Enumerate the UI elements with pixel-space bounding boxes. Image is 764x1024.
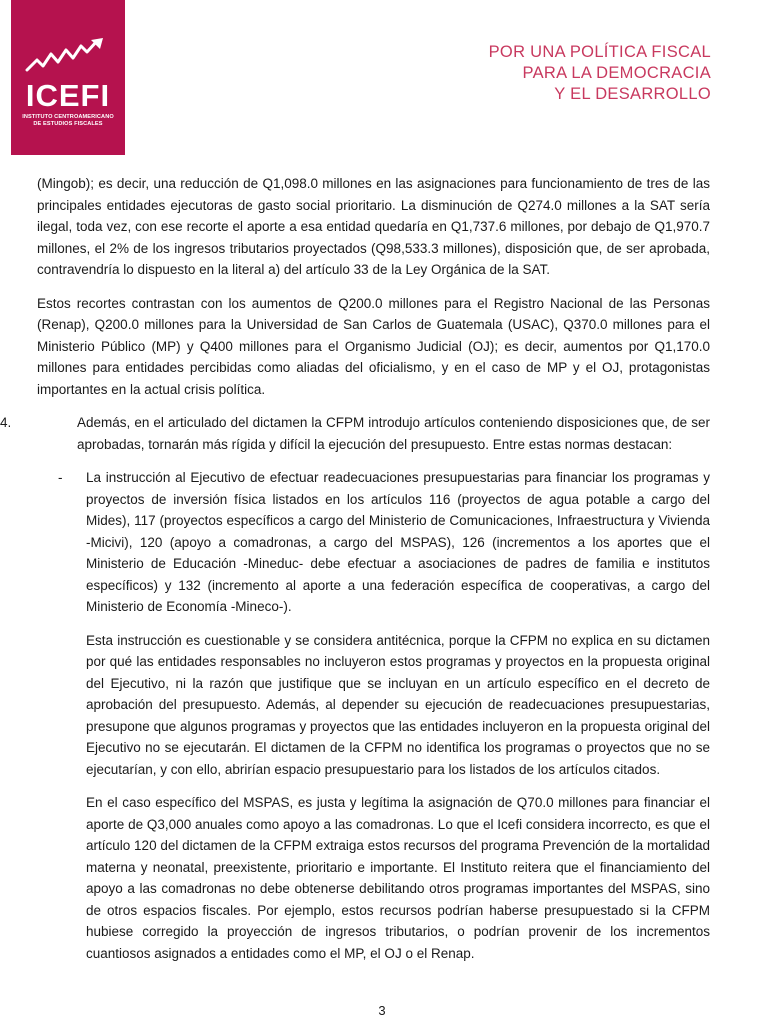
paragraph-cuts: (Mingob); es decir, una reducción de Q1,098.0 millones en las asignaciones para funcionamiento de tres de las principales entidades ejecutoras de gasto social prioritario. La disminución de Q274.0 millones a la SAT sería ilegal, toda vez, con ese recorte el aporte a esa entidad quedaría en Q1,737.6 millones, por debajo de Q1,970.7 millones, el 2% de los ingresos tributarios proyectados (Q98,533.3 millones), disposición que, de ser aprobada, contravendría lo dispuesto en la literal a) del artículo 33 de la Ley Orgánica de la SAT. <box>37 176 710 277</box>
bullet-paragraph-2: Esta instrucción es cuestionable y se considera antitécnica, porque la CFPM no explica en su dictamen por qué las entidades responsables no incluyeron estos programas y proyectos en la propuesta original del Ejecutivo, ni la razón que justifique que se incluyan en un artículo específico en el decreto de aprobación del presupuesto. Además, al depender su ejecución de readecuaciones presupuestarias, presupone que algunos programas y proyectos que las entidades incluyeron en la propuesta original del Ejecutivo no se ejecutarán. El dictamen de la CFPM no identifica los programas o proyectos que no se ejecutarían, y con ello, abrirían espacio presupuestario para los listados de los artículos citados. <box>86 632 710 777</box>
slogan-line-1: POR UNA POLÍTICA FISCAL <box>488 43 711 61</box>
header-slogan <box>489 42 711 105</box>
numbered-item-4 <box>0 412 710 455</box>
logo-subtitle-line2: DE ESTUDIOS FISCALES <box>33 121 103 127</box>
rising-chart-icon <box>25 38 111 74</box>
slogan-line-3: Y EL DESARROLLO <box>554 85 711 103</box>
logo-subtitle-line1: INSTITUTO CENTROAMERICANO <box>22 114 114 120</box>
bullet-dash: - <box>58 470 63 485</box>
paragraph-increases: Estos recortes contrastan con los aumentos de Q200.0 millones para el Registro Nacional de las Personas (Renap), Q200.0 millones para la Universidad de San Carlos de Guatemala (USAC), Q370.0 millones para el Ministerio Público (MP) y Q400 millones para el Organismo Judicial (OJ); es decir, aumentos por Q1,170.0 millones para entidades percibidas como aliadas del oficialismo, y en el caso de MP y el OJ, protagonistas importantes en la actual crisis política. <box>37 295 710 397</box>
item-number: 4. <box>0 415 12 430</box>
bullet-text-1: La instrucción al Ejecutivo de efectuar readecuaciones presupuestarias para financiar los programas y proyectos de inversión física listados en los artículos 116 (proyectos de agua potable a cargo del Mides), 117 (proyectos específicos a cargo del Ministerio de Comunicaciones, Infraestructura y Vivienda -Micivi), 120 (apoyo a comadronas, a cargo del MSPAS), 126 (incrementos a los aportes que el Ministerio de Educación -Mineduc- debe efectuar a asociaciones de padres de familia e institutos específicos) y 132 (incremento al aporte a una federación específica de cooperativas, a cargo del Ministerio de Economía -Mineco-). <box>86 470 710 614</box>
bullet-block <box>58 467 710 964</box>
logo-wordmark: ICEFI <box>25 78 111 113</box>
bullet-item <box>58 467 710 618</box>
page-number: 3 <box>378 1003 386 1018</box>
icefi-logo <box>11 0 125 155</box>
slogan-line-2: PARA LA DEMOCRACIA <box>522 64 711 82</box>
item-4-text: Además, en el articulado del dictamen la CFPM introdujo artículos conteniendo disposiciones que, de ser aprobadas, tornarán más rígida y difícil la ejecución del presupuesto. Entre estas normas destacan: <box>77 415 710 452</box>
bullet-paragraph-3: En el caso específico del MSPAS, es justa y legítima la asignación de Q70.0 millones para financiar el aporte de Q3,000 anuales como apoyo a las comadronas. Lo que el Icefi considera incorrecto, es que el artículo 120 del dictamen de la CFPM extraiga estos recursos del programa Prevención de la mortalidad materna y neonatal, preexistente, prioritario e importante. El Instituto reitera que el financiamiento del apoyo a las comadronas no debe obtenerse debilitando otros programas importantes del MSPAS, sino de otros espacios fiscales. Por ejemplo, estos recursos podrían haberse presupuestado si la CFPM hubiese corregido la proyección de ingresos tributarios, o podrían provenir de los incrementos cuantiosos asignados a entidades como el MP, el OJ o el Renap. <box>86 795 710 961</box>
document-body <box>0 173 710 976</box>
